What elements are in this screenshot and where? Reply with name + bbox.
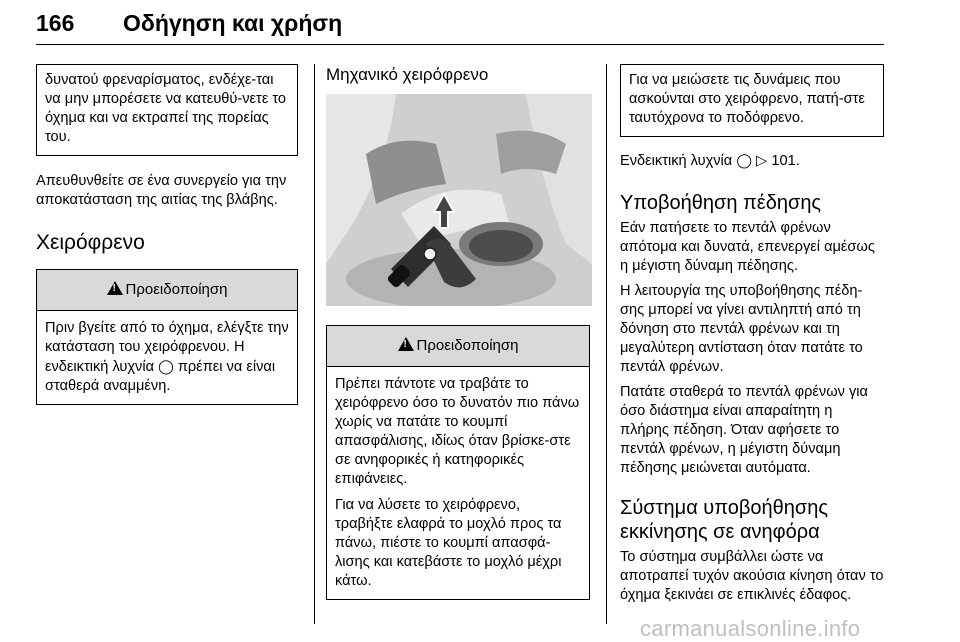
handbrake-illustration-svg	[326, 94, 592, 306]
column-left	[36, 54, 298, 405]
watermark: carmanualsonline.info	[640, 616, 861, 641]
column-right	[620, 54, 884, 605]
page-reference-arrow-icon: ▷	[756, 153, 768, 169]
continued-warning-box	[620, 64, 884, 137]
warning-box	[36, 269, 298, 405]
section-heading-hill-start-assist: Σύστημα υποβοήθησης εκκίνησης σε ανηφόρα	[620, 497, 828, 543]
continued-warning-box	[36, 64, 298, 156]
page-number: 166	[36, 10, 75, 36]
paragraph: Εάν πατήσετε το πεντάλ φρένων απότομα και δυνατά, επενεργεί αμέσως η μέγιστη δύναμη πέδησης.	[620, 220, 875, 274]
page-header	[36, 4, 884, 45]
warning-box	[326, 325, 590, 600]
brake-lamp-icon: ◯	[736, 152, 752, 168]
brake-lamp-icon: ◯	[158, 358, 174, 374]
column-divider	[314, 64, 315, 624]
warning-body	[37, 311, 297, 404]
warning-title: Προειδοποίηση	[125, 281, 228, 298]
section-heading-mechanical-handbrake: Μηχανικό χειρόφρενο	[326, 65, 489, 84]
handbrake-illustration	[326, 94, 590, 311]
chapter-title: Οδήγηση και χρήση	[123, 10, 343, 36]
warning-title: Προειδοποίηση	[416, 337, 519, 354]
continued-warning-text: Για να μειώσετε τις δυνάμεις που ασκούνται στο χειρόφρενο, πατή-στε ταυτόχρονα το ποδόφρενο.	[629, 72, 865, 126]
section-heading-brake-assist: Υποβοήθηση πέδησης	[620, 192, 822, 214]
section-heading-handbrake: Χειρόφρενο	[36, 231, 145, 254]
warning-triangle-icon	[398, 337, 414, 351]
warning-text: Πριν βγείτε από το όχημα, ελέγξτε την κατάσταση του χειρόφρενου. Η ενδεικτική λυχνία ◯ πρέπει να είναι σταθερά αναμμένη.	[45, 320, 289, 394]
warning-paragraph: Πρέπει πάντοτε να τραβάτε το χειρόφρενο όσο το δυνατόν πιο πάνω χωρίς να πατάτε το κουμπί απασφάλισης, ιδίως όταν βρίσκε-στε σε ανηφορικές ή κατηφορικές επιφάνειες.	[335, 376, 580, 487]
continued-warning-text: δυνατού φρεναρίσματος, ενδέχε-ται να μην μπορέσετε να κατευθύ-νετε το όχημα και να εκτραπεί της πορείας του.	[45, 72, 287, 145]
lamp-reference: Ενδεικτική λυχνία ◯ ▷ 101.	[620, 152, 800, 169]
column-divider	[606, 64, 607, 624]
paragraph: Πατάτε σταθερά το πεντάλ φρένων για όσο διάστημα είναι απαραίτητη η πλήρης πέδηση. Όταν αφήσετε το πεντάλ φρένων, η μέγιστη δύναμη πέδησης μειώνεται αυτόματα.	[620, 384, 868, 476]
column-middle	[326, 54, 590, 600]
warning-header	[327, 326, 589, 367]
paragraph: Το σύστημα συμβάλλει ώστε να αποτραπεί τυχόν ακούσια κίνηση όταν το όχημα ξεκινάει σε επικλινές έδαφος.	[620, 549, 884, 603]
warning-paragraph: Για να λύσετε το χειρόφρενο, τραβήξτε ελαφρά το μοχλό προς τα πάνω, πιέστε το κουμπί απασφά-λισης και κατεβάστε το μοχλό μέχρι κάτω.	[335, 497, 562, 589]
warning-body	[327, 367, 589, 599]
workshop-paragraph: Απευθυνθείτε σε ένα συνεργείο για την αποκατάσταση της αιτίας της βλάβης.	[36, 173, 287, 208]
warning-triangle-icon	[107, 281, 123, 295]
paragraph: Η λειτουργία της υποβοήθησης πέδη-σης μπορεί να γίνει αντιληπτή από τη δόνηση στο πεντάλ φρένων και τη μεγαλύτερη αντίσταση όταν πατάτε το πεντάλ φρένων.	[620, 283, 863, 375]
warning-header	[37, 270, 297, 311]
